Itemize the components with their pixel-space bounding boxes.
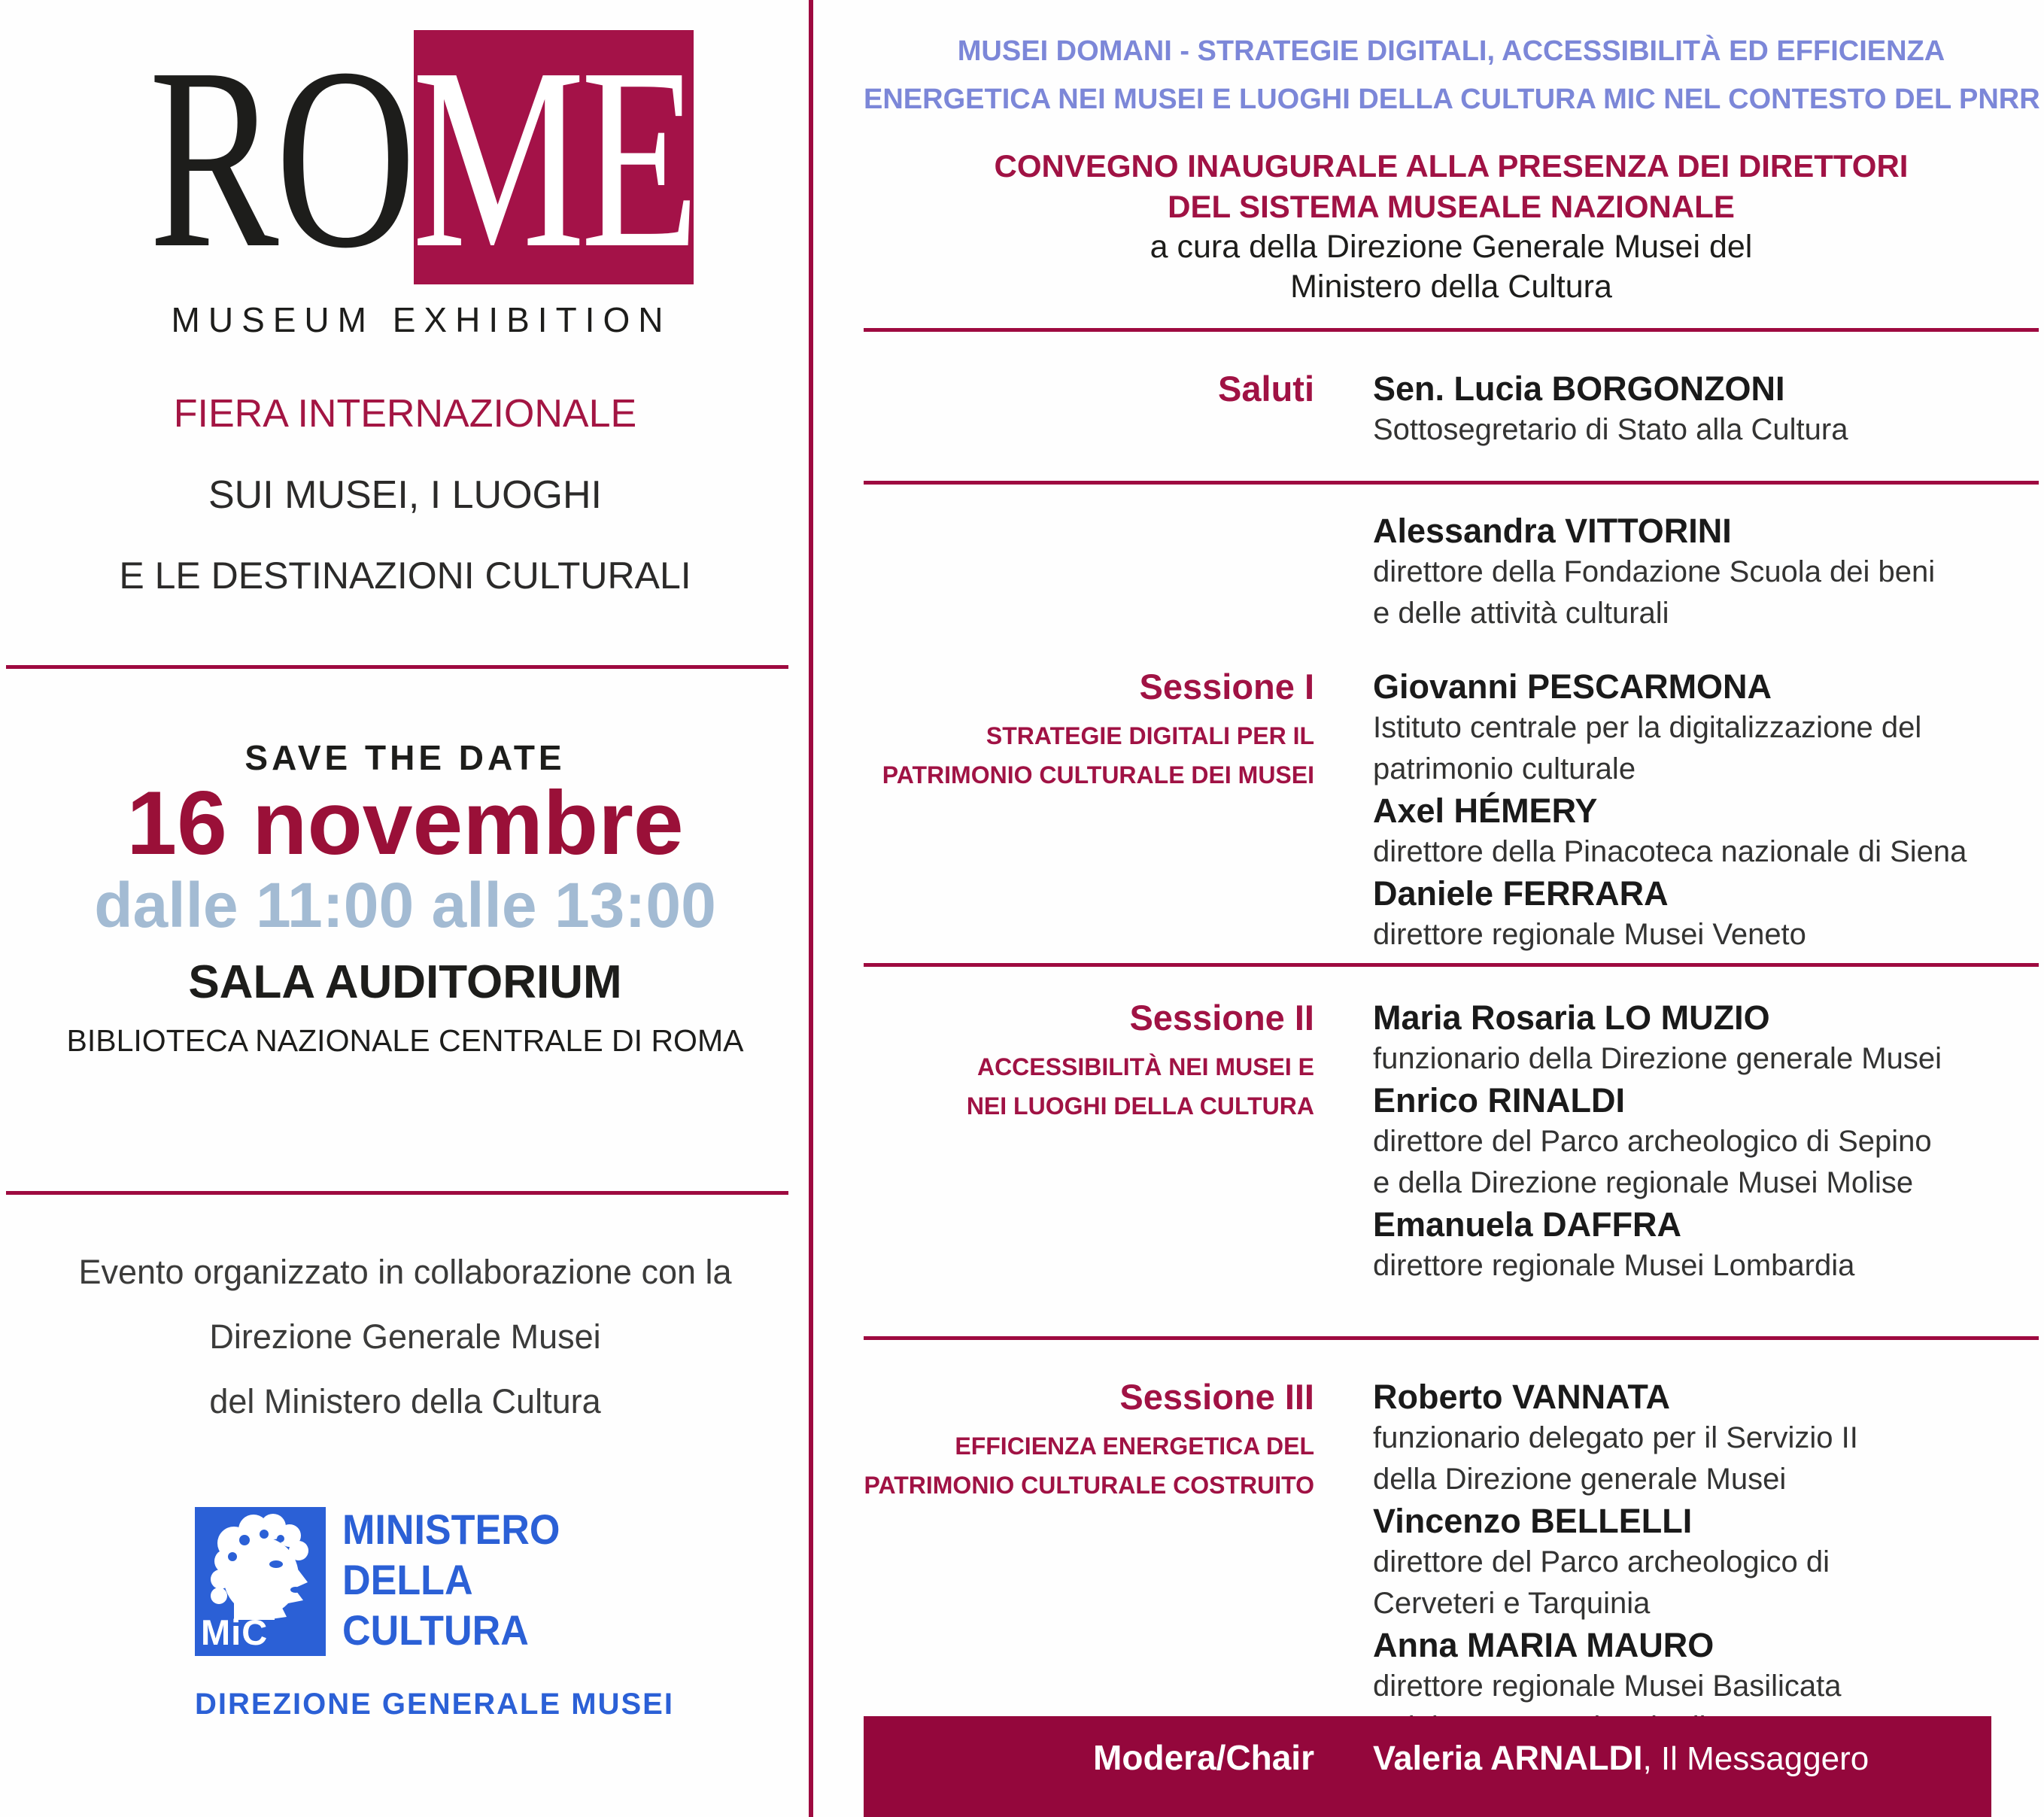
person-role: funzionario delegato per il Servizio II (1373, 1421, 1858, 1454)
section-sublabel-line: ACCESSIBILITÀ NEI MUSEI E (976, 1053, 1314, 1080)
venue-building: BIBLIOTECA NAZIONALE CENTRALE DI ROMA (66, 1023, 744, 1058)
person-role: direttore del Parco archeologico di (1373, 1545, 1830, 1578)
section-sublabel-line: PATRIMONIO CULTURALE DEI MUSEI (882, 761, 1314, 788)
person-name: Daniele FERRARA (1373, 874, 1669, 913)
program-divider (864, 328, 2039, 332)
logo-red-square (412, 14, 696, 302)
venue-name: SALA AUDITORIUM (188, 956, 622, 1008)
moderator-affiliation: , Il Messaggero (1642, 1740, 1869, 1777)
program-divider (864, 1336, 2039, 1340)
section-speakers (1373, 510, 2039, 634)
section-sublabel-line: STRATEGIE DIGITALI PER IL (986, 722, 1314, 749)
save-the-date-label: SAVE THE DATE (244, 738, 566, 777)
program-row-saluti (864, 368, 2039, 451)
section-sublabel (864, 1427, 1314, 1505)
ministry-line: MINISTERO (342, 1506, 560, 1553)
program-divider (864, 481, 2039, 485)
person-role: direttore della Pinacoteca nazionale di Siena (1373, 835, 1967, 868)
organizer-note (0, 1240, 810, 1434)
rome-museum-exhibition-logo (149, 14, 696, 302)
person-name: Anna MARIA MAURO (1373, 1626, 1714, 1664)
program-curator (864, 227, 2039, 307)
logo-ro-box (149, 14, 414, 302)
person-role: direttore regionale Musei Lombardia (1373, 1249, 1855, 1282)
tagline-line3: E LE DESTINAZIONI CULTURALI (119, 555, 691, 597)
section-sublabel-line: EFFICIENZA ENERGETICA DEL (955, 1433, 1314, 1460)
section-speakers (1373, 1376, 2039, 1749)
event-date: 16 novembre (126, 773, 684, 874)
person-role: funzionario della Direzione generale Musei (1373, 1042, 1942, 1075)
ministry-line: DELLA (342, 1556, 473, 1603)
program-curator-line: Ministero della Cultura (1290, 269, 1612, 305)
left-divider-top (6, 665, 788, 669)
person-role: Cerveteri e Tarquinia (1373, 1587, 1651, 1620)
person-role: Sottosegretario di Stato alla Cultura (1373, 413, 1848, 446)
person-role: e delle attività culturali (1373, 597, 1669, 630)
section-sublabel-line: PATRIMONIO CULTURALE COSTRUITO (864, 1472, 1314, 1499)
section-label-column (864, 997, 1314, 1126)
tagline-line1: FIERA INTERNAZIONALE (173, 392, 637, 436)
organizer-note-line: Direzione Generale Musei (209, 1317, 601, 1356)
program-title (864, 0, 2039, 123)
left-column (0, 0, 810, 1817)
program-curator-line: a cura della Direzione Generale Musei del (1150, 229, 1753, 265)
mic-logo (195, 1507, 326, 1656)
section-label: Saluti (1218, 369, 1314, 409)
section-speakers (1373, 368, 2039, 451)
program-column (864, 0, 2039, 1749)
section-sublabel (864, 716, 1314, 795)
left-divider-bottom (6, 1191, 788, 1195)
tagline-line2: SUI MUSEI, I LUOGHI (208, 473, 602, 517)
person-role: della Direzione generale Musei (1373, 1463, 1787, 1496)
moderator-label: Modera/Chair (1093, 1738, 1314, 1777)
person-role: direttore del Parco archeologico di Sepino (1373, 1125, 1932, 1158)
program-divider (864, 963, 2039, 967)
section-speakers (1373, 666, 2039, 956)
logo-me-text: ME (412, 14, 696, 302)
moderator-name-line (1373, 1737, 1991, 1779)
moderator-bar (864, 1716, 1991, 1817)
section-label-column (864, 666, 1314, 795)
section-label: Sessione I (1139, 667, 1314, 706)
person-role: patrimonio culturale (1373, 752, 1636, 785)
person-name: Alessandra VITTORINI (1373, 512, 1732, 550)
person-name: Vincenzo BELLELLI (1373, 1502, 1693, 1540)
program-row-sessione-2 (864, 997, 2039, 1287)
person-role: direttore regionale Musei Basilicata (1373, 1670, 1842, 1703)
person-name: Maria Rosaria LO MUZIO (1373, 998, 1770, 1037)
program-row-vittorini (864, 510, 2039, 634)
organizer-note-line: del Ministero della Cultura (209, 1382, 601, 1420)
person-role: Istituto centrale per la digitalizzazione del (1373, 711, 1922, 744)
program-subtitle-line: DEL SISTEMA MUSEALE NAZIONALE (1168, 189, 1735, 224)
logo-subtitle: MUSEUM EXHIBITION (171, 300, 672, 339)
direzione-generale-musei-label: DIREZIONE GENERALE MUSEI (195, 1688, 674, 1721)
organizer-note-line: Evento organizzato in collaborazione con la (78, 1253, 732, 1291)
person-name: Emanuela DAFFRA (1373, 1205, 1682, 1244)
person-name: Giovanni PESCARMONA (1373, 667, 1772, 706)
person-name: Axel HÉMERY (1373, 792, 1598, 830)
event-time: dalle 11:00 alle 13:00 (94, 870, 716, 940)
moderator-name: Valeria ARNALDI (1373, 1739, 1643, 1777)
section-speakers (1373, 997, 2039, 1287)
section-label: Sessione III (1119, 1377, 1314, 1417)
person-name: Roberto VANNATA (1373, 1378, 1670, 1416)
program-row-sessione-3 (864, 1376, 2039, 1749)
section-label-column (864, 368, 1314, 409)
logo-ro-text: RO (149, 14, 413, 302)
program-row-sessione-1 (864, 666, 2039, 956)
person-role: direttore della Fondazione Scuola dei beni (1373, 555, 1936, 588)
section-sublabel (864, 1047, 1314, 1126)
ministry-name (342, 1504, 560, 1655)
program-subtitle-line: CONVEGNO INAUGURALE ALLA PRESENZA DEI DIRETTORI (994, 148, 1909, 184)
program-title-line: MUSEI DOMANI - STRATEGIE DIGITALI, ACCESSIBILITÀ ED EFFICIENZA (957, 35, 1945, 67)
section-label-column (864, 1376, 1314, 1505)
person-role: e della Direzione regionale Musei Molise (1373, 1166, 1914, 1199)
section-sublabel-line: NEI LUOGHI DELLA CULTURA (966, 1092, 1314, 1120)
program-title-line: ENERGETICA NEI MUSEI E LUOGHI DELLA CULTURA MIC NEL CONTESTO DEL PNRR (864, 84, 2040, 115)
mic-acronym: MiC (201, 1612, 269, 1652)
person-name: Sen. Lucia BORGONZONI (1373, 369, 1785, 408)
ministry-line: CULTURA (342, 1606, 529, 1654)
section-label: Sessione II (1129, 998, 1314, 1038)
person-name: Enrico RINALDI (1373, 1081, 1626, 1120)
person-role: direttore regionale Musei Veneto (1373, 918, 1806, 951)
program-subtitle (864, 146, 2039, 227)
